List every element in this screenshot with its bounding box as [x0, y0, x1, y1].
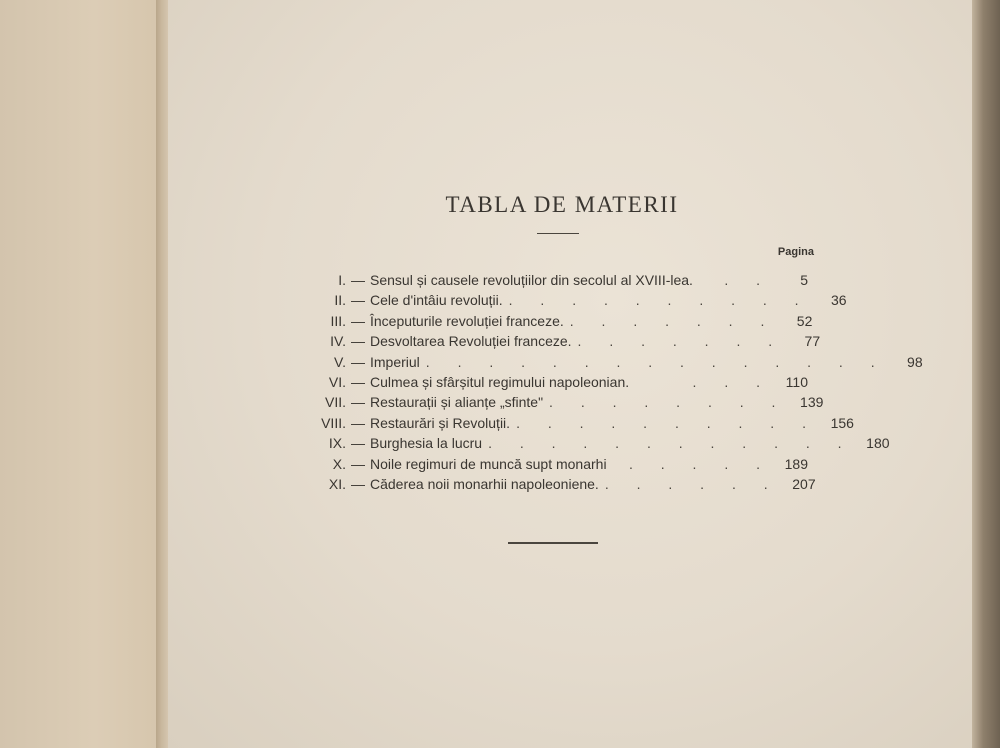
toc-chapter-title: Imperiul	[370, 353, 420, 370]
toc-chapter-title: Noile regimuri de muncă supt monarhi	[370, 455, 607, 472]
toc-page-number: 77	[804, 333, 821, 350]
toc-dot-leader: . . . . . . .	[569, 312, 777, 329]
toc-page-number: 189	[784, 455, 808, 472]
toc-row	[288, 433, 890, 453]
toc-row	[288, 290, 847, 310]
toc-separator: —	[351, 312, 365, 329]
toc-page-number: 110	[785, 374, 808, 391]
toc-page-number: 139	[800, 394, 824, 411]
toc-chapter-number: VIII.	[321, 414, 346, 431]
page-column-label: Pagina	[777, 246, 814, 258]
toc-chapter-number: IV.	[330, 333, 346, 350]
toc-dot-leader: . . . . . . . . . .	[508, 292, 811, 309]
toc-dot-leader: . . . . . . .	[577, 333, 785, 350]
toc-row	[288, 474, 816, 494]
toc-chapter-title: Desvoltarea Revoluției franceze.	[370, 333, 572, 350]
toc-page-number: 52	[796, 312, 813, 329]
toc-dot-leader: . .	[724, 272, 772, 288]
toc-chapter-title: Sensul și causele revoluțiilor din secolul al XVIII-lea.	[370, 272, 693, 288]
toc-chapter-title: Restaurații și alianțe „sfinte"	[370, 394, 544, 411]
toc-separator: —	[351, 435, 365, 452]
toc-chapter-title: Căderea noii monarhii napoleoniene.	[370, 476, 599, 493]
toc-list	[288, 270, 923, 494]
toc-dot-leader: . . . . . .	[604, 476, 780, 493]
toc-chapter-number: I.	[338, 272, 346, 288]
toc-row	[288, 331, 821, 351]
toc-separator: —	[351, 374, 365, 391]
toc-page-number: 5	[800, 272, 808, 288]
toc-chapter-number: XI.	[328, 476, 346, 493]
toc-page-number: 98	[907, 353, 923, 370]
toc-dot-leader: . . .	[692, 374, 772, 391]
table-of-contents-page	[168, 0, 976, 748]
toc-chapter-number: X.	[332, 455, 346, 472]
toc-chapter-title: Cele d'intâiu revoluții.	[370, 292, 503, 309]
toc-row	[288, 392, 824, 412]
toc-chapter-number: II.	[334, 292, 346, 309]
toc-separator: —	[351, 414, 365, 431]
title-divider	[537, 233, 579, 234]
toc-separator: —	[351, 353, 365, 370]
toc-separator: —	[351, 333, 365, 350]
toc-page-number: 156	[830, 414, 854, 431]
toc-dot-leader: . . . . . . . . . . . . . . .	[425, 353, 887, 370]
toc-dot-leader: . . . . . . . . . . . .	[488, 435, 854, 452]
toc-chapter-number: III.	[330, 312, 346, 329]
toc-separator: —	[351, 394, 365, 411]
toc-page-number: 36	[830, 292, 847, 309]
toc-row	[288, 352, 923, 372]
left-page	[0, 0, 158, 748]
toc-page-number: 207	[792, 476, 816, 493]
page-title: TABLA DE MATERII	[445, 192, 679, 217]
toc-chapter-title: Restaurări și Revoluții.	[370, 414, 511, 431]
page-edge	[972, 0, 1000, 748]
toc-row	[288, 270, 808, 290]
toc-separator: —	[351, 476, 365, 493]
toc-chapter-number: VII.	[324, 394, 346, 411]
end-divider	[508, 542, 598, 544]
toc-separator: —	[351, 292, 365, 309]
toc-chapter-title: Începuturile revoluției franceze.	[370, 312, 564, 329]
toc-row	[288, 454, 808, 474]
toc-dot-leader: . . . . . . . .	[549, 394, 788, 411]
toc-chapter-title: Burghesia la lucru	[370, 435, 483, 452]
toc-chapter-number: VI.	[328, 374, 346, 391]
toc-chapter-number: V.	[334, 353, 346, 370]
toc-row	[288, 311, 813, 331]
toc-chapter-title: Culmea și sfârșitul regimului napoleonian.	[370, 374, 630, 391]
toc-separator: —	[351, 272, 365, 288]
toc-dot-leader: . . . . .	[628, 455, 772, 472]
toc-row	[288, 413, 854, 433]
toc-row	[288, 372, 808, 392]
toc-page-number: 180	[866, 435, 890, 452]
toc-dot-leader: . . . . . . . . . .	[516, 414, 818, 431]
toc-chapter-number: IX.	[328, 435, 346, 452]
toc-separator: —	[351, 455, 365, 472]
